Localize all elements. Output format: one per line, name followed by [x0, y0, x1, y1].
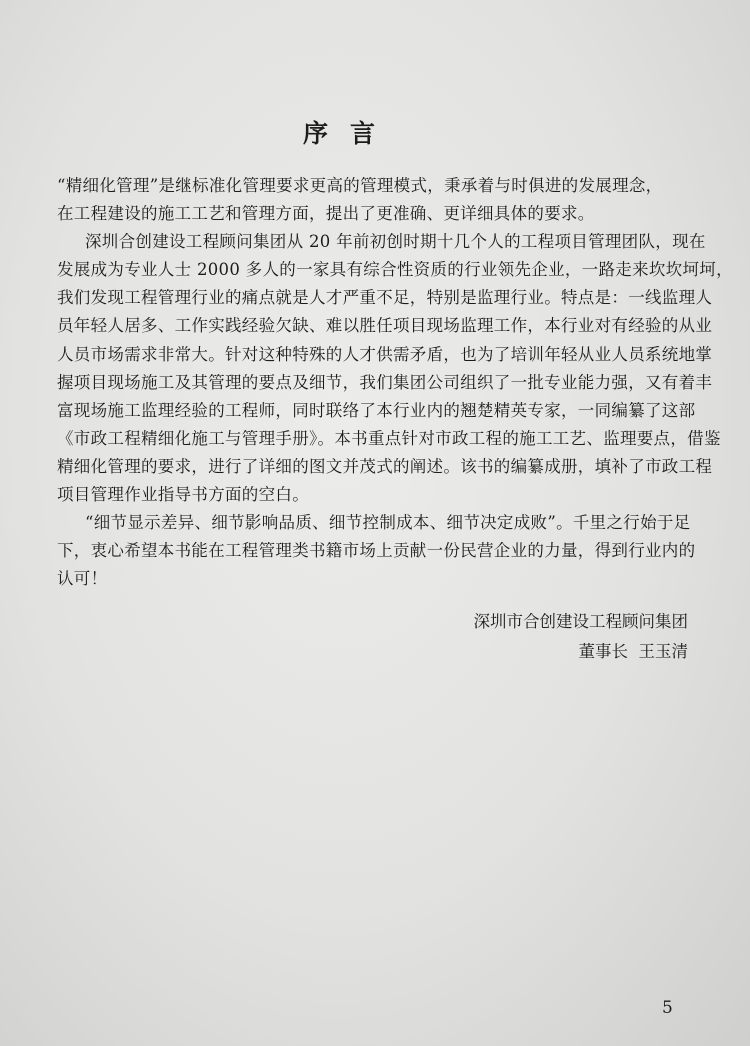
paragraph-1 — [57, 172, 697, 228]
text-line: 深圳合创建设工程顾问集团从 20 年前初创时期十几个人的工程项目管理团队，现在 — [85, 232, 706, 252]
paragraph-3 — [57, 509, 697, 593]
text-line: 发展成为专业人士 2000 多人的一家具有综合性资质的行业领先企业，一路走来坎坎坷坷， — [57, 260, 733, 280]
text-line: 员年轻人居多、工作实践经验欠缺、难以胜任项目现场监理工作，本行业对有经验的从业 — [57, 316, 713, 336]
text-line: 下，衷心希望本书能在工程管理类书籍市场上贡献一份民营企业的力量，得到行业内的 — [57, 541, 696, 561]
text-line: 《市政工程精细化施工与管理手册》。本书重点针对市政工程的施工工艺、监理要点，借鉴 — [57, 428, 721, 448]
text-line: 富现场施工监理经验的工程师，同时联络了本行业内的翘楚精英专家，一同编纂了这部 — [57, 400, 696, 420]
text-line: 我们发现工程管理行业的痛点就是人才严重不足，特别是监理行业。特点是：一线监理人 — [57, 288, 713, 308]
signature-organization: 深圳市合创建设工程顾问集团 — [473, 612, 688, 631]
text-line: 在工程建设的施工工艺和管理方面，提出了更准确、更详细具体的要求。 — [57, 204, 595, 224]
paragraph-2 — [57, 228, 733, 509]
text-line: 项目管理作业指导书方面的空白。 — [57, 485, 309, 505]
text-line: “精细化管理”是继标准化管理要求更高的管理模式，秉承着与时俱进的发展理念， — [57, 176, 663, 195]
text-line: 认可！ — [57, 569, 108, 589]
text-line: 精细化管理的要求，进行了详细的图文并茂式的阐述。该书的编纂成册，填补了市政工程 — [57, 456, 713, 476]
text-line: 人员市场需求非常大。针对这种特殊的人才供需矛盾，也为了培训年轻从业人员系统地掌 — [57, 344, 713, 364]
page-number: 5 — [662, 998, 673, 1018]
preface-body — [57, 172, 733, 593]
page-title: 序言 — [302, 119, 397, 148]
text-line: 握项目现场施工及其管理的要点及细节，我们集团公司组织了一批专业能力强，又有着丰 — [57, 372, 713, 392]
signature-person: 董事长 王玉清 — [578, 642, 688, 661]
text-line: “细节显示差异、细节影响品质、细节控制成本、细节决定成败”。千里之行始于足 — [85, 513, 691, 533]
